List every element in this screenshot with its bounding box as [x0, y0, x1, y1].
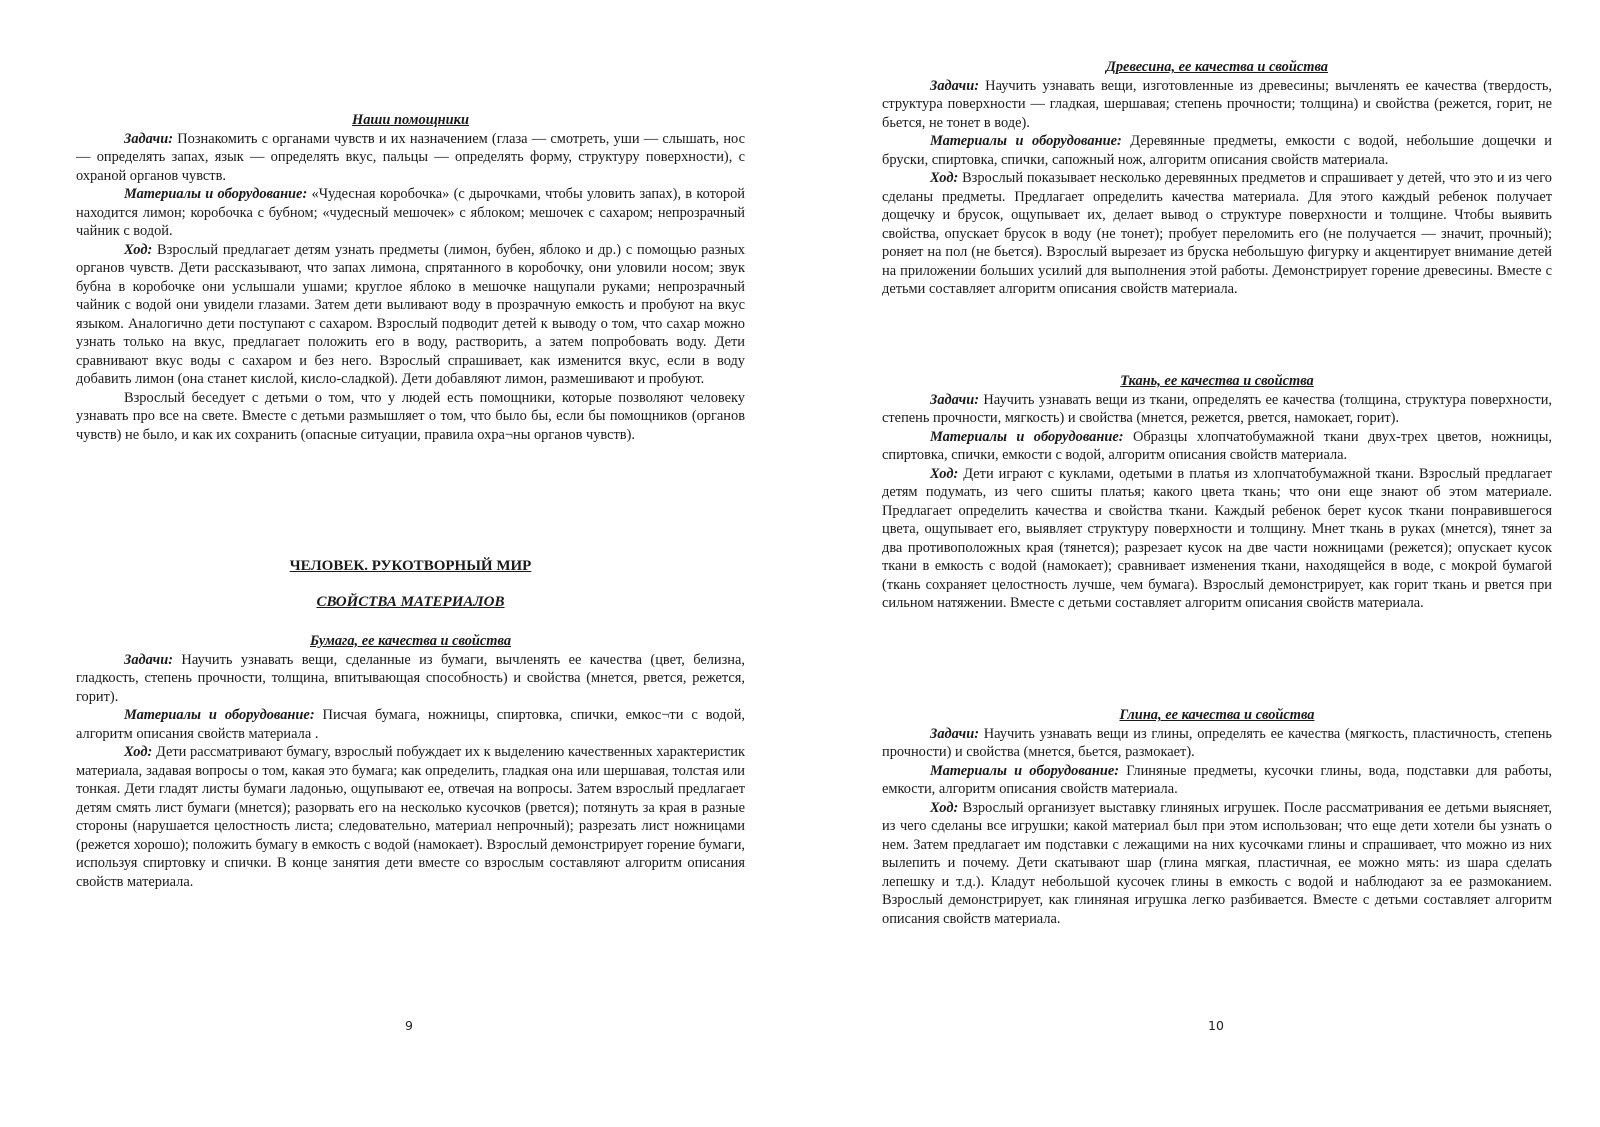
- process-label: Ход:: [930, 799, 959, 816]
- section-tkan: [882, 372, 1552, 613]
- subpart-heading-block: [76, 592, 745, 612]
- tasks-text: Познакомить с органами чувств и их назначением (глаза — смотреть, уши — слышать, нос — определять запах, язык — определять вкус, пальцы — определять форму, структуру поверхности), с охраной органов чувств.: [76, 130, 745, 184]
- section-bumaga: [76, 632, 745, 891]
- process-text: Дети играют с куклами, одетыми в платья из хлопчатобумажной ткани. Взрослый предлагает детям подумать, из чего сшиты платья; какого цвета ткань; что они еще знают об этом материале. Предлагает определить качества и свойства ткани. Каждый ребенок берет кусок ткани понравившегося цвета, ощупывает его, выявляет структуру поверхности и толщину. Мнет ткань в руках (мнется), тянет за два противоположных края (тянется); разрезает кусок на две части ножницами (режется); опускает кусок ткани в емкость с водой (намокает); сравнивает изменения ткани, находящейся в воде, с мокрой бумагой (ткань сохраняет целостность лучше, чем бумага). Взрослый демонстрирует, как горит ткань и рвется при сильном натяжении. Вместе с детьми составляет алгоритм описания свойств материала.: [882, 465, 1552, 611]
- materials-label: Материалы и оборудование:: [124, 186, 308, 202]
- section-title: Глина, ее качества и свойства: [1119, 707, 1315, 723]
- tasks-paragraph: [882, 725, 1552, 762]
- process-paragraph: [76, 241, 745, 389]
- process-text: Дети рассматривают бумагу, взрослый побуждает их к выделению качественных характеристик материала, задавая вопросы о том, какая это бумага; как определить, гладкая она или шершавая, толстая или тонкая. Дети гладят листы бумаги ладонью, ощупывают ее, отвечая на вопросы. Затем взрослый предлагает детям смять лист бумаги (мнется); разорвать его на несколько кусочков (рвется); потянуть за края в разные стороны (нарушается целостность листа; следовательно, материал непрочный); разрезать лист ножницами (режется хорошо); положить бумагу в емкость с водой (намокает). Взрослый демонстрирует горение бумаги, используя спиртовку и спички. В конце занятия дети вместе со взрослым составляют алгоритм описания свойств материала.: [76, 744, 745, 890]
- tasks-label: Задачи:: [930, 391, 980, 408]
- materials-paragraph: [882, 428, 1552, 465]
- section-drevesina: [882, 58, 1552, 299]
- process-paragraph: [882, 169, 1552, 299]
- process-paragraph: [76, 743, 745, 891]
- tasks-text: Научить узнавать вещи из ткани, определять ее качества (толщина, структура поверхности, степень прочности, мягкость) и свойства (мнется, режется, рвется, намокает, горит).: [882, 391, 1552, 426]
- tasks-text: Научить узнавать вещи из глины, определять ее качества (мягкость, пластичность, степень прочности) и свойства (мнется, бьется, размокает).: [882, 725, 1552, 760]
- process-label: Ход:: [930, 465, 959, 482]
- materials-text: Писчая бумага, ножницы, спиртовка, спички, емкос¬ти с водой, алгоритм описания свойств материала .: [76, 707, 745, 742]
- process-label: Ход:: [124, 241, 153, 258]
- page-number: 10: [1208, 1018, 1224, 1033]
- materials-label: Материалы и оборудование:: [930, 133, 1122, 149]
- materials-text: Деревянные предметы, емкости с водой, небольшие дощечки и бруски, спиртовка, спички, сапожный нож, алгоритм описания свойств материала.: [882, 133, 1553, 168]
- section-nashi-pomoshchniki: [76, 111, 745, 444]
- materials-text: Глиняные предметы, кусочки глины, вода, подставки для работы, емкости, алгоритм описания свойств материала.: [882, 762, 1552, 797]
- materials-label: Материалы и оборудование:: [124, 707, 315, 723]
- materials-paragraph: [882, 762, 1552, 799]
- tasks-paragraph: [882, 391, 1552, 428]
- part-heading-block: [76, 556, 745, 576]
- section-title: Древесина, ее качества и свойства: [1106, 59, 1328, 75]
- right-page: [882, 0, 1552, 1127]
- process-paragraph: [882, 465, 1552, 613]
- process-text: Взрослый предлагает детям узнать предметы (лимон, бубен, яблоко и др.) с помощью разных органов чувств. Дети рассказывают, что запах лимона, спрятанного в коробочку, они уловили носом; звук бубна в коробочке они услышали ушами; круглое яблоко в мешочке нащупали руками; непрозрачный чайник с водой они увидели глазами. Затем дети выливают воду в прозрачную емкость и пробуют на вкус языком. Аналогично дети поступают с сахаром. Взрослый подводит детей к выводу о том, что сахар можно узнать только на вкус, предлагает положить его в воду, растворить, а затем попробовать воду. Дети сравнивают вкус воды с сахаром и без него. Взрослый спрашивает, как изменится вкус, если в воду добавить лимон (она станет кислой, кисло-сладкой). Дети добавляют лимон, размешивают и пробуют.: [76, 241, 745, 387]
- section-glina: [882, 706, 1552, 928]
- materials-label: Материалы и оборудование:: [930, 762, 1120, 779]
- section-title: Ткань, ее качества и свойства: [1120, 373, 1314, 389]
- subpart-title: СВОЙСТВА МАТЕРИАЛОВ: [316, 594, 505, 610]
- page-number: 9: [405, 1018, 413, 1033]
- tasks-label: Задачи:: [930, 725, 980, 742]
- materials-text: «Чудесная коробочка» (с дырочками, чтобы уловить запах), в которой находится лимон; коробочка с бубном; «чудесный мешочек» с яблоком; мешочек с сахаром; непрозрачный чайник с водой.: [76, 186, 746, 239]
- tasks-text: Научить узнавать вещи, изготовленные из древесины; вычленять ее качества (твердость, структура поверхности — гладкая, шершавая; степень прочности; толщина) и свойства (режется, горит, не бьется, не тонет в воде).: [882, 77, 1552, 131]
- tasks-paragraph: [882, 77, 1552, 133]
- tasks-text: Научить узнавать вещи, сделанные из бумаги, вычленять ее качества (цвет, белизна, гладкость, степень прочности, толщина, впитывающая способность) и свойства (мнется, рвется, режется, горит).: [76, 651, 745, 705]
- process-paragraph: [882, 799, 1552, 929]
- tasks-label: Задачи:: [124, 651, 174, 668]
- tasks-paragraph: [76, 130, 745, 186]
- tasks-paragraph: [76, 651, 745, 707]
- materials-paragraph: [882, 132, 1552, 169]
- process-text: Взрослый организует выставку глиняных игрушек. После рассматривания ее детьми выясняет, из чего сделаны все игрушки; какой материал был при этом использован; что еще дети хотели бы узнать о нем. Затем предлагает им подставки с лежащими на них кусочками глины и спрашивает, что можно из них вылепить и почему. Дети скатывают шар (глина мягкая, пластичная, ее можно мять: из шара сделать лепешку и т.д.). Кладут небольшой кусочек глины в емкость с водой и наблюдают за ее размоканием. Взрослый демонстрирует, как глиняная игрушка легко разбивается. Вместе с детьми составляет алгоритм описания свойств материала.: [882, 799, 1552, 927]
- tasks-label: Задачи:: [124, 130, 174, 147]
- process-text: Взрослый показывает несколько деревянных предметов и спрашивает у детей, что это и из чего сделаны предметы. Предлагает определить качества материала. Для этого каждый ребенок получает дощечку и брусок, ощупывает их, делает вывод о структуре поверхности и толщине. Чтобы выявить свойства, опускает брусок в воду (не тонет); пробует переломить его (не получается — значит, прочный); роняет на пол (не бьется). Взрослый вырезает из бруска небольшую фигурку и акцентирует внимание детей на приложении больших усилий для выполнения этой работы. Демонстрирует горение древесины. Вместе с детьми составляет алгоритм описания свойств материала.: [882, 170, 1552, 297]
- materials-label: Материалы и оборудование:: [930, 428, 1124, 445]
- materials-paragraph: [76, 185, 745, 241]
- process-label: Ход:: [930, 170, 959, 186]
- part-title: ЧЕЛОВЕК. РУКОТВОРНЫЙ МИР: [289, 558, 532, 574]
- left-page: [76, 0, 745, 1127]
- process-label: Ход:: [124, 744, 153, 760]
- tasks-label: Задачи:: [930, 77, 980, 94]
- materials-paragraph: [76, 706, 745, 743]
- extra-paragraph: Взрослый беседует с детьми о том, что у людей есть помощники, которые позволяют человеку узнавать про все на свете. Вместе с детьми размышляет о том, что было бы, если бы помощников (органов чувств) не было, и как их сохранить (опасные ситуации, правила охра¬ны органов чувств).: [76, 389, 745, 443]
- section-title: Бумага, ее качества и свойства: [309, 633, 512, 649]
- materials-text: Образцы хлопчатобумажной ткани двух-трех цветов, ножницы, спиртовка, спички, емкости с водой, алгоритм описания свойств материала.: [882, 428, 1552, 463]
- section-title: Наши помощники: [352, 112, 469, 128]
